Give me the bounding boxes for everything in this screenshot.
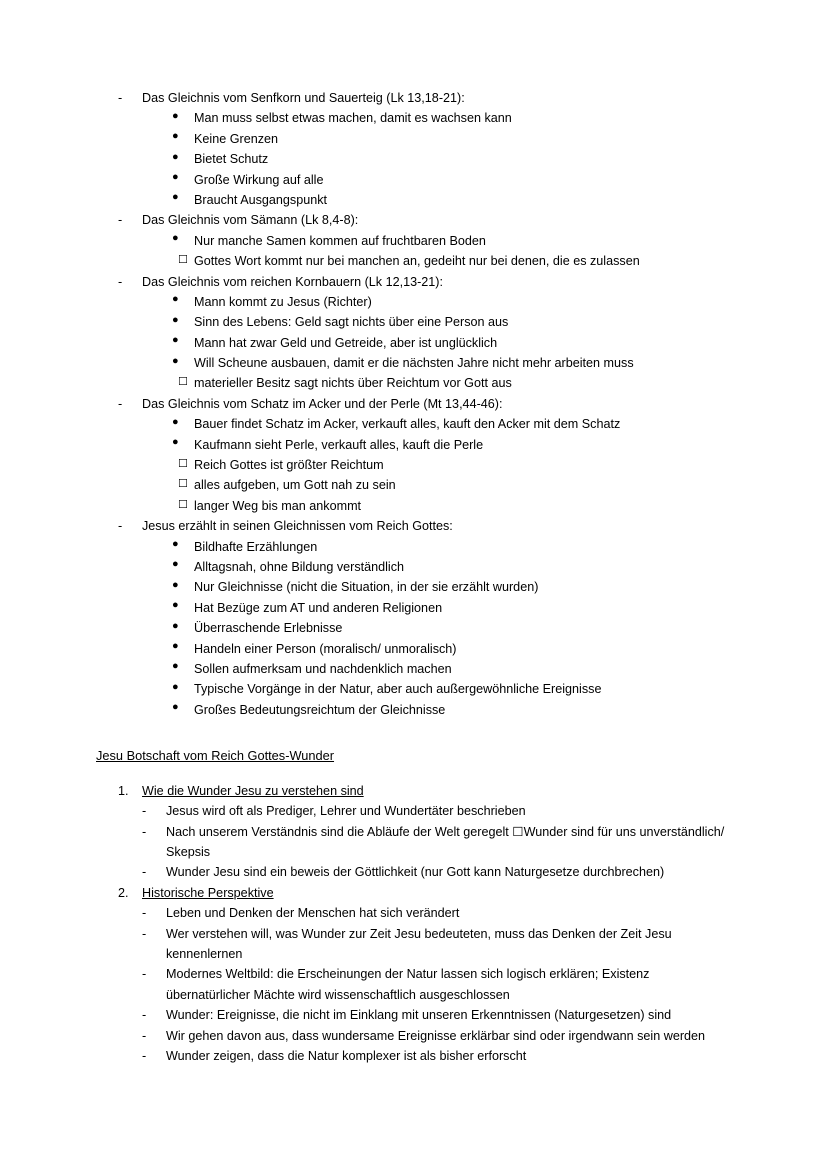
- list-item: [96, 516, 732, 720]
- bullet-text: Bietet Schutz: [194, 152, 269, 167]
- box-icon: ☐: [178, 477, 188, 491]
- bullet-text: Alltagsnah, ohne Bildung verständlich: [194, 559, 405, 574]
- bullet-icon: ●: [172, 293, 179, 306]
- section-title: Historische Perspektive: [142, 885, 274, 900]
- bullet-text: Überraschende Erlebnisse: [194, 621, 343, 636]
- sub-note: [142, 373, 732, 393]
- parable-title: Das Gleichnis vom Senfkorn und Sauerteig (Lk 13,18-21):: [142, 91, 465, 105]
- box-icon: ☐: [178, 375, 188, 389]
- list-item: [142, 129, 732, 149]
- item-text: Nach unserem Verständnis sind die Abläufe der Welt geregelt ☐Wunder sind für uns unverständlich/ Skepsis: [166, 824, 725, 859]
- bullet-icon: ●: [172, 436, 179, 449]
- bullet-text: Handeln einer Person (moralisch/ unmoralisch): [194, 641, 457, 656]
- bullet-icon: ●: [172, 313, 179, 326]
- list-item: [142, 312, 732, 332]
- list-item: [96, 88, 732, 210]
- bullet-icon: ●: [172, 415, 179, 428]
- sub-note: [142, 251, 732, 271]
- sub-note: [142, 496, 732, 516]
- dash-marker: -: [142, 926, 147, 941]
- item-text: Modernes Weltbild: die Erscheinungen der Natur lassen sich logisch erklären; Existenz übernatürlicher Mächte wird wissenschaftlich ausgeschlossen: [166, 967, 650, 1002]
- dash-marker: -: [142, 865, 147, 880]
- list-item: [142, 862, 732, 882]
- bullet-icon: ●: [172, 334, 179, 347]
- bullet-text: Kaufmann sieht Perle, verkauft alles, kauft die Perle: [194, 437, 484, 452]
- list-item: [142, 659, 732, 679]
- list-item: [142, 639, 732, 659]
- list-item: [142, 414, 732, 434]
- sub-note-text: materieller Besitz sagt nichts über Reichtum vor Gott aus: [194, 376, 512, 391]
- list-item: [142, 435, 732, 455]
- bullet-icon: ●: [172, 619, 179, 632]
- parable-title: Das Gleichnis vom reichen Kornbauern (Lk 12,13-21):: [142, 274, 444, 289]
- bullet-text: Bildhafte Erzählungen: [194, 539, 318, 554]
- parable-title: Das Gleichnis vom Sämann (Lk 8,4-8):: [142, 213, 359, 228]
- bullet-text: Mann kommt zu Jesus (Richter): [194, 294, 372, 309]
- dash-marker: -: [118, 274, 123, 289]
- item-text: Wer verstehen will, was Wunder zur Zeit Jesu bedeuteten, muss das Denken der Zeit Jesu kennenlernen: [166, 926, 672, 961]
- bullet-text: Nur Gleichnisse (nicht die Situation, in der sie erzählt wurden): [194, 580, 539, 595]
- bullet-icon: ●: [172, 640, 179, 653]
- box-icon: ☐: [178, 253, 188, 267]
- list-item: [142, 598, 732, 618]
- bullet-icon: ●: [172, 701, 179, 714]
- list-item: [142, 700, 732, 720]
- bullet-text: Große Wirkung auf alle: [194, 172, 324, 187]
- section-item-list: [142, 903, 732, 1066]
- parable-list: [96, 88, 732, 720]
- bullet-icon: ●: [172, 558, 179, 571]
- list-item: [142, 170, 732, 190]
- dash-marker: -: [142, 1008, 147, 1023]
- sub-bullet-list: [142, 231, 732, 251]
- section-number: 2.: [118, 885, 129, 900]
- dash-marker: -: [142, 967, 147, 982]
- bullet-icon: ●: [172, 171, 179, 184]
- sub-note: [142, 455, 732, 475]
- bullet-icon: ●: [172, 130, 179, 143]
- list-item: [142, 292, 732, 312]
- bullet-icon: ●: [172, 109, 179, 122]
- list-item: [142, 964, 732, 1005]
- bullet-icon: ●: [172, 150, 179, 163]
- dash-marker: -: [142, 824, 147, 839]
- document-body: [96, 88, 732, 1066]
- item-text: Wir gehen davon aus, dass wundersame Ereignisse erklärbar sind oder irgendwann sein werden: [166, 1028, 706, 1043]
- section-title: Wie die Wunder Jesu zu verstehen sind: [142, 783, 364, 798]
- list-item: [142, 557, 732, 577]
- item-text: Leben und Denken der Menschen hat sich verändert: [166, 906, 460, 921]
- list-item: [142, 353, 732, 373]
- section-number: 1.: [118, 783, 129, 798]
- dash-marker: -: [142, 906, 147, 921]
- bullet-text: Großes Bedeutungsreichtum der Gleichnisse: [194, 702, 446, 717]
- parable-title: Das Gleichnis vom Schatz im Acker und der Perle (Mt 13,44-46):: [142, 396, 503, 411]
- bullet-text: Sinn des Lebens: Geld sagt nichts über eine Person aus: [194, 315, 509, 330]
- list-item: [142, 618, 732, 638]
- list-item: [142, 1046, 732, 1066]
- bullet-text: Keine Grenzen: [194, 131, 279, 146]
- list-item: [142, 924, 732, 965]
- list-item: [96, 272, 732, 394]
- numbered-section: [96, 781, 732, 883]
- dash-marker: -: [118, 91, 123, 105]
- dash-marker: -: [118, 519, 123, 534]
- sub-note: [142, 475, 732, 495]
- list-item: [142, 190, 732, 210]
- list-item: [142, 231, 732, 251]
- sub-bullet-list: [142, 108, 732, 210]
- bullet-icon: ●: [172, 599, 179, 612]
- box-icon: ☐: [178, 497, 188, 511]
- list-item: [142, 903, 732, 923]
- bullet-text: Bauer findet Schatz im Acker, verkauft alles, kauft den Acker mit dem Schatz: [194, 417, 621, 432]
- bullet-text: Braucht Ausgangspunkt: [194, 192, 328, 207]
- parable-title: Jesus erzählt in seinen Gleichnissen vom Reich Gottes:: [142, 519, 453, 534]
- bullet-text: Typische Vorgänge in der Natur, aber auch außergewöhnliche Ereignisse: [194, 682, 602, 697]
- bullet-text: Sollen aufmerksam und nachdenklich machen: [194, 661, 452, 676]
- numbered-section: [96, 883, 732, 1067]
- list-item: [142, 333, 732, 353]
- bullet-icon: ●: [172, 191, 179, 204]
- item-text: Wunder zeigen, dass die Natur komplexer ist als bisher erforscht: [166, 1048, 527, 1063]
- bullet-icon: ●: [172, 578, 179, 591]
- list-item: [142, 679, 732, 699]
- bullet-text: Mann hat zwar Geld und Getreide, aber ist unglücklich: [194, 335, 498, 350]
- sub-note-text: Reich Gottes ist größter Reichtum: [194, 458, 384, 473]
- item-text: Wunder Jesu sind ein beweis der Göttlichkeit (nur Gott kann Naturgesetze durchbrechen): [166, 865, 665, 880]
- section-heading: Jesu Botschaft vom Reich Gottes-Wunder: [96, 748, 335, 764]
- item-text: Wunder: Ereignisse, die nicht im Einklang mit unseren Erkenntnissen (Naturgesetzen) sind: [166, 1008, 672, 1023]
- sub-note-text: Gottes Wort kommt nur bei manchen an, gedeiht nur bei denen, die es zulassen: [194, 254, 640, 269]
- dash-marker: -: [142, 804, 147, 819]
- item-text: Jesus wird oft als Prediger, Lehrer und Wundertäter beschrieben: [166, 804, 526, 819]
- bullet-icon: ●: [172, 538, 179, 551]
- list-item: [96, 394, 732, 516]
- bullet-text: Nur manche Samen kommen auf fruchtbaren Boden: [194, 233, 486, 248]
- list-item: [142, 1005, 732, 1025]
- bullet-text: Will Scheune ausbauen, damit er die nächsten Jahre nicht mehr arbeiten muss: [194, 356, 634, 371]
- bullet-icon: ●: [172, 232, 179, 245]
- list-item: [96, 210, 732, 271]
- list-item: [142, 537, 732, 557]
- list-item: [142, 149, 732, 169]
- numbered-section-list: [96, 781, 732, 1066]
- sub-note-text: alles aufgeben, um Gott nah zu sein: [194, 478, 396, 493]
- bullet-icon: ●: [172, 680, 179, 693]
- sub-bullet-list: [142, 537, 732, 721]
- list-item: [142, 108, 732, 128]
- list-item: [142, 801, 732, 821]
- list-item: [142, 1026, 732, 1046]
- list-item: [142, 577, 732, 597]
- sub-note-text: langer Weg bis man ankommt: [194, 498, 362, 513]
- dash-marker: -: [142, 1028, 147, 1043]
- bullet-icon: ●: [172, 354, 179, 367]
- bullet-icon: ●: [172, 660, 179, 673]
- bullet-text: Hat Bezüge zum AT und anderen Religionen: [194, 600, 443, 615]
- sub-bullet-list: [142, 292, 732, 374]
- dash-marker: -: [118, 396, 123, 411]
- dash-marker: -: [142, 1048, 147, 1063]
- bullet-text: Man muss selbst etwas machen, damit es wachsen kann: [194, 111, 512, 126]
- dash-marker: -: [118, 213, 123, 228]
- section-item-list: [142, 801, 732, 883]
- sub-bullet-list: [142, 414, 732, 455]
- list-item: [142, 822, 732, 863]
- box-icon: ☐: [178, 457, 188, 471]
